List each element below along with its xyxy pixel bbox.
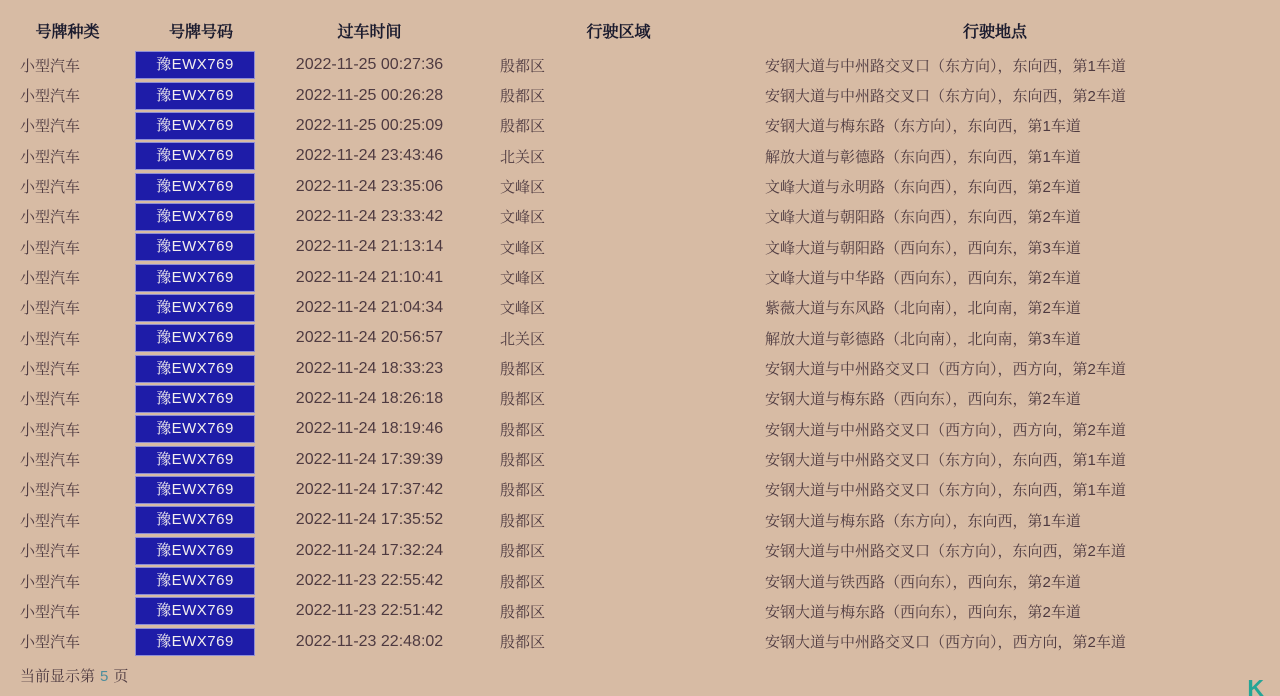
table-row: [0, 141, 1225, 171]
pass-time-cell: 2022-11-23 22:55:42: [295, 572, 444, 590]
district-cell: 殷都区: [500, 573, 546, 591]
table-row: [0, 536, 1225, 566]
table-row: [0, 384, 1225, 414]
district-cell: 文峰区: [500, 239, 546, 257]
plate-number-badge[interactable]: 豫EWX769: [135, 324, 255, 352]
district-cell: 文峰区: [500, 179, 546, 197]
table-row: [0, 414, 1225, 444]
table-row: [0, 627, 1225, 657]
district-cell: 殷都区: [500, 452, 546, 470]
page-indicator-prefix: 当前显示第: [20, 667, 96, 685]
column-header-district: 行驶区域: [586, 23, 651, 41]
table-row: [0, 262, 1225, 292]
plate-number-cell: [135, 141, 267, 171]
pass-time-cell: 2022-11-24 17:35:52: [295, 511, 444, 529]
plate-number-badge[interactable]: 豫EWX769: [135, 415, 255, 443]
pass-time-cell: 2022-11-24 23:35:06: [295, 177, 444, 195]
district-cell: 殷都区: [500, 391, 546, 409]
plate-number-badge[interactable]: 豫EWX769: [135, 264, 255, 292]
pass-time-cell: 2022-11-25 00:27:36: [295, 56, 444, 74]
plate-number-cell: [135, 444, 267, 474]
plate-type-cell: 小型汽车: [20, 391, 81, 409]
table-row: [0, 596, 1225, 626]
plate-number-cell: [135, 171, 267, 201]
district-cell: 殷都区: [500, 543, 546, 561]
district-cell: 殷都区: [500, 482, 546, 500]
pass-time-cell: 2022-11-23 22:51:42: [295, 602, 444, 620]
plate-number-cell: [135, 627, 267, 657]
page-indicator-suffix: 页: [113, 667, 129, 685]
district-cell: 殷都区: [500, 603, 546, 621]
table-row: [0, 50, 1225, 80]
plate-number-cell: [135, 111, 267, 141]
plate-number-badge[interactable]: 豫EWX769: [135, 567, 255, 595]
plate-number-badge[interactable]: 豫EWX769: [135, 82, 255, 110]
plate-type-cell: 小型汽车: [20, 573, 81, 591]
district-cell: 殷都区: [500, 634, 546, 652]
location-cell: 文峰大道与中华路（西向东），西向东，第2车道: [765, 270, 1081, 288]
plate-type-cell: 小型汽车: [20, 209, 81, 227]
plate-number-badge[interactable]: 豫EWX769: [135, 597, 255, 625]
location-cell: 文峰大道与朝阳路（东向西），东向西，第2车道: [765, 209, 1081, 227]
pass-time-cell: 2022-11-24 18:26:18: [295, 389, 444, 407]
plate-type-cell: 小型汽车: [20, 300, 81, 318]
location-cell: 文峰大道与永明路（东向西），东向西，第2车道: [765, 179, 1081, 197]
location-cell: 安钢大道与中州路交叉口（西方向），西方向，第2车道: [765, 361, 1126, 379]
pass-time-cell: 2022-11-24 17:37:42: [295, 480, 444, 498]
plate-type-cell: 小型汽车: [20, 179, 81, 197]
table-row: [0, 202, 1225, 232]
plate-type-cell: 小型汽车: [20, 421, 81, 439]
pass-time-cell: 2022-11-25 00:25:09: [295, 116, 444, 134]
pass-time-cell: 2022-11-24 20:56:57: [295, 329, 444, 347]
location-cell: 安钢大道与铁西路（西向东），西向东，第2车道: [765, 573, 1081, 591]
plate-number-badge[interactable]: 豫EWX769: [135, 203, 255, 231]
plate-type-cell: 小型汽车: [20, 543, 81, 561]
plate-number-cell: [135, 475, 267, 505]
location-cell: 文峰大道与朝阳路（西向东），西向东，第3车道: [765, 239, 1081, 257]
plate-number-badge[interactable]: 豫EWX769: [135, 355, 255, 383]
location-cell: 安钢大道与梅东路（东方向），东向西，第1车道: [765, 512, 1081, 530]
district-cell: 文峰区: [500, 300, 546, 318]
district-cell: 文峰区: [500, 209, 546, 227]
page-indicator: [20, 665, 1280, 686]
location-cell: 解放大道与彰德路（北向南），北向南，第3车道: [765, 330, 1081, 348]
location-cell: 安钢大道与梅东路（东方向），东向西，第1车道: [765, 118, 1081, 136]
plate-number-cell: [135, 323, 267, 353]
district-cell: 殷都区: [500, 118, 546, 136]
location-cell: 安钢大道与梅东路（西向东），西向东，第2车道: [765, 391, 1081, 409]
pass-time-cell: 2022-11-24 21:04:34: [295, 298, 444, 316]
plate-number-cell: [135, 596, 267, 626]
plate-number-badge[interactable]: 豫EWX769: [135, 385, 255, 413]
plate-number-cell: [135, 536, 267, 566]
table-row: [0, 475, 1225, 505]
plate-type-cell: 小型汽车: [20, 452, 81, 470]
table-row: [0, 171, 1225, 201]
plate-type-cell: 小型汽车: [20, 239, 81, 257]
plate-number-cell: [135, 566, 267, 596]
plate-number-badge[interactable]: 豫EWX769: [135, 233, 255, 261]
plate-number-badge[interactable]: 豫EWX769: [135, 142, 255, 170]
table-row: [0, 353, 1225, 383]
vehicle-pass-records-page: [0, 10, 1280, 696]
plate-number-badge[interactable]: 豫EWX769: [135, 173, 255, 201]
plate-type-cell: 小型汽车: [20, 57, 81, 75]
pass-time-cell: 2022-11-24 18:33:23: [295, 359, 444, 377]
pass-time-cell: 2022-11-24 21:13:14: [295, 238, 444, 256]
plate-type-cell: 小型汽车: [20, 634, 81, 652]
district-cell: 殷都区: [500, 421, 546, 439]
plate-number-badge[interactable]: 豫EWX769: [135, 506, 255, 534]
plate-number-cell: [135, 293, 267, 323]
plate-type-cell: 小型汽车: [20, 88, 81, 106]
table-row: [0, 111, 1225, 141]
table-row: [0, 232, 1225, 262]
table-row: [0, 293, 1225, 323]
plate-type-cell: 小型汽车: [20, 512, 81, 530]
column-header-location: 行驶地点: [962, 23, 1027, 41]
plate-type-cell: 小型汽车: [20, 270, 81, 288]
table-row: [0, 80, 1225, 110]
plate-number-badge[interactable]: 豫EWX769: [135, 537, 255, 565]
pass-time-cell: 2022-11-24 23:43:46: [295, 147, 444, 165]
plate-type-cell: 小型汽车: [20, 482, 81, 500]
plate-number-badge[interactable]: 豫EWX769: [135, 294, 255, 322]
pass-time-cell: 2022-11-24 21:10:41: [295, 268, 444, 286]
location-cell: 安钢大道与中州路交叉口（东方向），东向西，第1车道: [765, 482, 1126, 500]
plate-number-cell: [135, 80, 267, 110]
pass-time-cell: 2022-11-24 18:19:46: [295, 420, 444, 438]
table-row: [0, 444, 1225, 474]
pass-time-cell: 2022-11-23 22:48:02: [295, 632, 444, 650]
location-cell: 安钢大道与中州路交叉口（西方向），西方向，第2车道: [765, 421, 1126, 439]
table-row: [0, 505, 1225, 535]
district-cell: 殷都区: [500, 88, 546, 106]
vehicle-records-table: [0, 10, 1225, 657]
current-page-number: 5: [100, 667, 109, 685]
pass-time-cell: 2022-11-24 17:32:24: [295, 541, 444, 559]
table-header-row: [0, 10, 1225, 50]
plate-number-badge[interactable]: 豫EWX769: [135, 476, 255, 504]
pass-time-cell: 2022-11-24 17:39:39: [295, 450, 444, 468]
district-cell: 北关区: [500, 148, 546, 166]
plate-number-badge[interactable]: 豫EWX769: [135, 446, 255, 474]
district-cell: 文峰区: [500, 270, 546, 288]
column-header-plate-number: 号牌号码: [168, 23, 233, 41]
district-cell: 北关区: [500, 330, 546, 348]
location-cell: 安钢大道与中州路交叉口（东方向），东向西，第2车道: [765, 543, 1126, 561]
pass-time-cell: 2022-11-24 23:33:42: [295, 207, 444, 225]
plate-number-cell: [135, 262, 267, 292]
table-row: [0, 323, 1225, 353]
plate-number-badge[interactable]: 豫EWX769: [135, 112, 255, 140]
plate-number-cell: [135, 353, 267, 383]
plate-number-badge[interactable]: 豫EWX769: [135, 628, 255, 656]
column-header-pass-time: 过车时间: [337, 23, 402, 41]
plate-number-cell: [135, 50, 267, 80]
district-cell: 殷都区: [500, 512, 546, 530]
plate-type-cell: 小型汽车: [20, 330, 81, 348]
location-cell: 解放大道与彰德路（东向西），东向西，第1车道: [765, 148, 1081, 166]
table-body: [0, 50, 1225, 657]
plate-type-cell: 小型汽车: [20, 603, 81, 621]
location-cell: 紫薇大道与东风路（北向南），北向南，第2车道: [765, 300, 1081, 318]
plate-number-cell: [135, 384, 267, 414]
column-header-plate-type: 号牌种类: [35, 23, 100, 41]
location-cell: 安钢大道与中州路交叉口（西方向），西方向，第2车道: [765, 634, 1126, 652]
location-cell: 安钢大道与梅东路（西向东），西向东，第2车道: [765, 603, 1081, 621]
plate-type-cell: 小型汽车: [20, 361, 81, 379]
plate-number-cell: [135, 202, 267, 232]
district-cell: 殷都区: [500, 361, 546, 379]
table-row: [0, 566, 1225, 596]
plate-type-cell: 小型汽车: [20, 148, 81, 166]
location-cell: 安钢大道与中州路交叉口（东方向），东向西，第2车道: [765, 88, 1126, 106]
location-cell: 安钢大道与中州路交叉口（东方向），东向西，第1车道: [765, 452, 1126, 470]
pass-time-cell: 2022-11-25 00:26:28: [295, 86, 444, 104]
plate-number-cell: [135, 232, 267, 262]
k-logo-watermark: K: [1247, 675, 1264, 696]
plate-number-cell: [135, 505, 267, 535]
location-cell: 安钢大道与中州路交叉口（东方向），东向西，第1车道: [765, 57, 1126, 75]
plate-number-cell: [135, 414, 267, 444]
plate-type-cell: 小型汽车: [20, 118, 81, 136]
district-cell: 殷都区: [500, 57, 546, 75]
plate-number-badge[interactable]: 豫EWX769: [135, 51, 255, 79]
